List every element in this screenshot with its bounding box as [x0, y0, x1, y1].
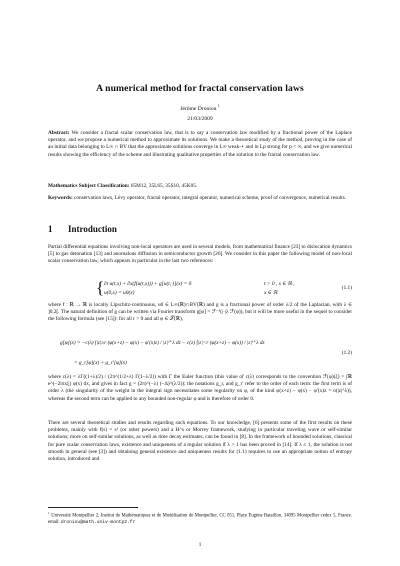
footnote-mark: 1 — [48, 511, 50, 515]
section-number: 1 — [48, 224, 53, 234]
msc-classification — [48, 183, 352, 189]
keywords-label: Keywords: — [48, 195, 73, 201]
keywords — [48, 195, 352, 202]
keywords-text: conservation laws, Lévy operator, fractal operator, integral operator, numerical scheme, proof of convergence, numerical results. — [74, 195, 347, 201]
footnote — [48, 510, 352, 526]
msc-text: 65M12, 35L65, 35S10, 45K05. — [130, 183, 198, 189]
abstract — [48, 130, 352, 159]
paper-date: 21/03/2009 — [187, 116, 213, 122]
equation-1-1-line-2: u(0,x) = u0(x) — [104, 290, 135, 296]
abstract-text: We consider a fractal scalar conservation law, that is to say a conservation law modified by a fractional power of the Laplace operator, and we propose a numerical method to approximate its solutions. We make a theoretical study of the method, proving in the case of an initial data belonging to L∞ ∩ BV that the approximate solutions converge in L∞ weak-⋆ and in Lp strong for p < ∞, and we give numerical results showing the efficiency of the scheme and illustrating qualitative properties of the solution to the fractal conservation law. — [48, 130, 353, 158]
equation-1-2 — [60, 340, 352, 370]
equation-1-2-row-2: = g_r[φ](x) + g_r′[φ](x) — [74, 360, 127, 366]
equation-1-1-line-1: ∂t u(t,x) + ∂x(f(u(t,x))) + g[u(t,·)](x) = 0 — [104, 281, 192, 287]
abstract-label: Abstract: — [48, 130, 70, 136]
intro-paragraph-3: where c(λ) = λΓ((1+λ)/2) / (2π^(1/2+λ) Γ(1−λ/2)) with Γ the Euler function (this value of c(λ) corresponds to the convention ℱ(φ)(ξ) = ∫ℝ e^(−2iπxξ) φ(x) dx, and gives in fact g = (2π)^(−λ) (−Δ)^(λ/2)); the notations g_r, and g_r′ refer to the order of each term: the first term is of order λ (the singularity of the weight in the integral sign necessitates some regularity on φ, of the kind φ(x+z) − φ(x) − φ′(x)z = o(|z|^λ)), whereas the second term can be applied to any bounded non-regular φ and is therefore of order 0. — [48, 374, 352, 402]
equation-1-2-row-1: g[φ](x) = −c(λ) ∫|z|≥r (φ(x+z) − φ(x) − φ′(x)z) / |z|¹⁺λ dz − c(λ) ∫|z|<r (φ(x+z) − φ(x)) / |z|¹⁺λ dz — [60, 340, 265, 346]
page-number: 1 — [198, 542, 202, 548]
footnote-email: droniou@math.univ-montp2.fr — [60, 519, 136, 525]
msc-label: Mathematics Subject Classification: — [48, 183, 130, 189]
equation-1-1-condition-2: x ∈ ℝ — [264, 290, 278, 296]
equation-1-1 — [96, 280, 352, 300]
footnote-text: Université Montpellier 2, Institut de Mathématiques et de Modélisation de Montpellier, CC 051, Place Eugène Bataillon, 34095 Montpellier cedex 5, France. email: — [48, 513, 353, 525]
equation-1-1-condition-1: t > 0 , x ∈ ℝ , — [264, 281, 295, 287]
intro-paragraph-1: Partial differential equations involving non-local operators are used in several models, from mathematical finance [23] to dislocation dynamics [5] to gas detonation [13] and anomalous diffusion in semiconductor growth [26]. We consider in this paper the following model of non-local scalar conservation law, which appears in particular in the last two references: — [48, 244, 352, 265]
section-title: Introduction — [68, 224, 117, 234]
intro-paragraph-2: where f : ℝ → ℝ is locally Lipschitz-continuous, u0 ∈ L∞(ℝ)∩BV(ℝ) and g is a fractional power of order λ/2 of the Laplacian, with λ ∈ ]0,2[. The natural definition of g can be written via Fourier transform g[φ] = ℱ⁻¹(|·|λ ℱ(φ)), but it will be more useful in the sequel to consider the following formula (see [15]): for all r > 0 and all φ ∈ 𝒮(ℝ), — [48, 302, 352, 323]
section-heading — [48, 224, 352, 234]
author-line — [0, 104, 400, 112]
author-footnote-mark: 1 — [217, 104, 220, 108]
equation-1-2-tag: (1.2) — [341, 350, 352, 356]
footnote-divider — [48, 507, 138, 508]
author-name: Jérôme Droniou — [180, 105, 217, 112]
equation-brace: { — [96, 278, 105, 297]
intro-paragraph-4: There are several theoretical studies and results regarding such equations. To our knowledge, [6] presents some of the first results on these problems, mainly with f(s) = s² (or other powers) and a H^s or Morrey framework, studying in particular traveling wave or self-similar solutions; more on self-similar solutions, as well as time decay estimates, can be found in [8]. In the framework of bounded solutions, classical for pure scalar conservation laws, existence and uniqueness of a regular solution if λ > 1 has been proved in [14]. If λ ≤ 1, the solution is not smooth in general (see [3]) and obtaining general existence and uniqueness results for (1.1) requires to use an appropriate notion of entropy solution, introduced and — [48, 420, 352, 463]
paper-title: A numerical method for fractal conservation laws — [96, 83, 304, 94]
equation-1-1-tag: (1.1) — [341, 285, 352, 291]
